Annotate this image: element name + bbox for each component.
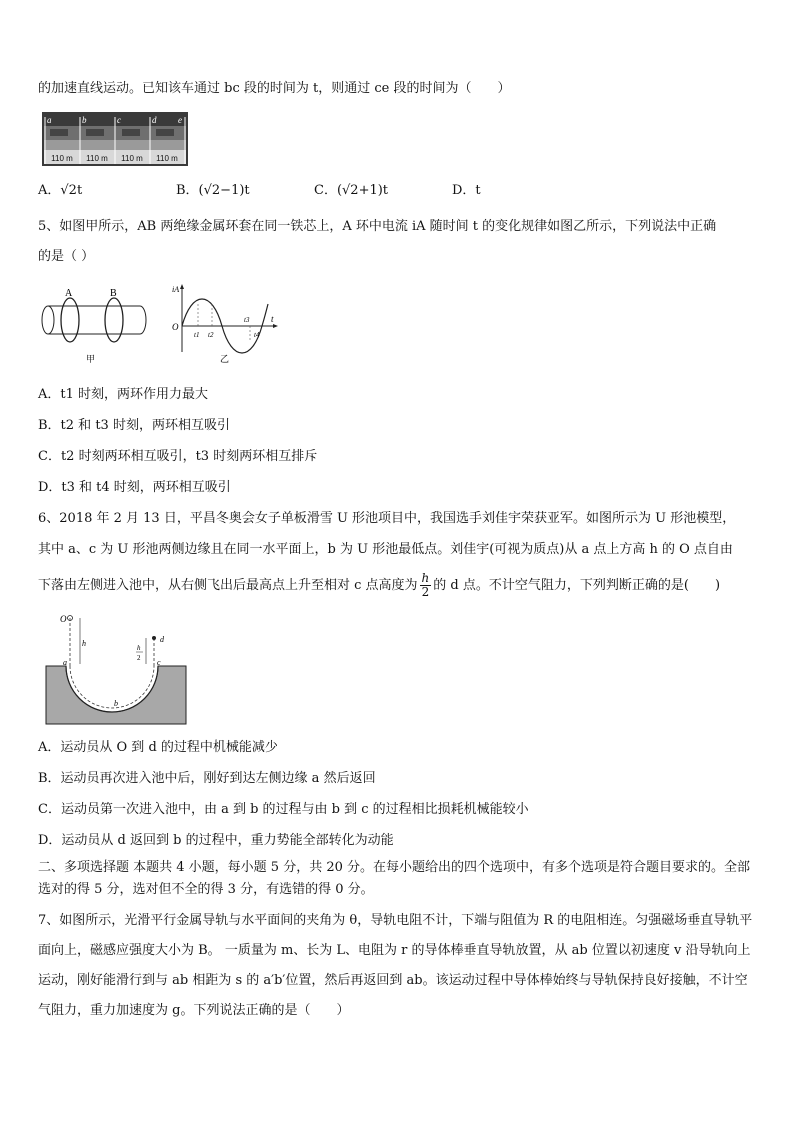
q6-line-3 bbox=[38, 572, 760, 599]
q5-yi-xlabel: t bbox=[271, 314, 274, 324]
q5-ring-b-label: B bbox=[110, 288, 117, 299]
q6-fig-half-num: h bbox=[137, 644, 141, 652]
q5-jia-caption: 甲 bbox=[86, 355, 96, 365]
q5-yi-ylabel: iA bbox=[172, 285, 180, 294]
q6-fig-b: b bbox=[114, 699, 118, 708]
q5-option-c: C．t2 时刻两环相互吸引，t3 时刻两环相互排斥 bbox=[38, 449, 318, 464]
q5-figure-yi bbox=[168, 282, 280, 368]
q6-fig-half-den: 2 bbox=[137, 654, 141, 662]
q4-letter-d: d bbox=[152, 115, 157, 125]
q6-option-a: A．运动员从 O 到 d 的过程中机械能减少 bbox=[38, 740, 278, 755]
q5-option-b: B．t2 和 t3 时刻，两环相互吸引 bbox=[38, 418, 230, 433]
q4-letter-b: b bbox=[82, 115, 87, 125]
q6-line-3-pre: 下落由左侧进入池中，从右侧飞出后最高点上升至相对 c 点高度为 bbox=[38, 578, 418, 593]
q4-seg-label-1: 110 m bbox=[51, 154, 73, 163]
q4-tail-text: 的加速直线运动。已知该车通过 bc 段的时间为 t，则通过 ce 段的时间为（ ） bbox=[38, 81, 511, 96]
q6-u-pool-figure bbox=[44, 608, 188, 726]
q6-line-3-post: 的 d 点。不计空气阻力，下列判断正确的是( ) bbox=[433, 578, 721, 593]
q6-option-d: D．运动员从 d 返回到 b 的过程中，重力势能全部转化为动能 bbox=[38, 833, 394, 848]
q5-yi-tick-t2: t2 bbox=[208, 331, 214, 339]
q6-fig-O: O bbox=[60, 614, 67, 624]
q5-yi-origin: O bbox=[172, 322, 179, 332]
q4-option-a: A．√2t bbox=[38, 183, 83, 198]
q4-option-b: B．(√2−1)t bbox=[176, 183, 250, 198]
q5-yi-tick-t4: t4 bbox=[254, 331, 260, 339]
q6-fraction bbox=[420, 572, 432, 599]
q5-ring-a-label: A bbox=[65, 288, 73, 299]
q4-letter-a: a bbox=[47, 115, 52, 125]
q4-option-c: C．(√2+1)t bbox=[314, 183, 389, 198]
q6-fig-a: a bbox=[63, 658, 67, 667]
q4-train-figure bbox=[42, 112, 188, 166]
q6-option-c: C．运动员第一次进入池中，由 a 到 b 的过程与由 b 到 c 的过程相比损耗机械能较小 bbox=[38, 802, 529, 817]
q6-line-2: 其中 a、c 为 U 形池两侧边缘且在同一水平面上，b 为 U 形池最低点。刘佳宇(可视为质点)从 a 点上方高 h 的 O 点自由 bbox=[38, 542, 733, 557]
q5-yi-tick-t3: t3 bbox=[244, 316, 250, 324]
q5-option-d: D．t3 和 t4 时刻，两环相互吸引 bbox=[38, 480, 231, 495]
q6-fig-d: d bbox=[160, 635, 164, 644]
q5-figure-jia bbox=[40, 284, 150, 366]
q5-option-a: A．t1 时刻，两环作用力最大 bbox=[38, 387, 209, 402]
q6-fig-h: h bbox=[82, 639, 86, 648]
q7-text: 7、如图所示，光滑平行金属导轨与水平面间的夹角为 θ，导轨电阻不计，下端与阻值为 R 的电阻相连。匀强磁场垂直导轨平面向上，磁感应强度大小为 B。 一质量为 m、长为 L、电阻为 r 的导体棒垂直导轨放置，从 ab 位置以初速度 v 沿导轨向上运动，刚好能滑行到与 ab 相距为 s 的 a′b′位置，然后再返回到 ab。该运动过程中导体棒始终与导轨保持良好接触，不计空气阻力，重力加速度为 g。下列说法正确的是（ ） bbox=[38, 913, 753, 1018]
q5-yi-tick-t1: t1 bbox=[194, 331, 200, 339]
q4-letter-e: e bbox=[178, 115, 182, 125]
q6-fig-c: c bbox=[157, 658, 161, 667]
q6-option-b: B．运动员再次进入池中后，刚好到达左侧边缘 a 然后返回 bbox=[38, 771, 376, 786]
q4-letter-c: c bbox=[117, 115, 121, 125]
q4-option-d: D．t bbox=[452, 183, 481, 198]
q6-frac-num: h bbox=[421, 571, 430, 585]
q4-seg-label-3: 110 m bbox=[121, 154, 143, 163]
q4-seg-label-4: 110 m bbox=[156, 154, 178, 163]
section-2-instructions: 二、多项选择题 本题共 4 小题，每小题 5 分，共 20 分。在每小题给出的四个选项中，有多个选项是符合题目要求的。全部选对的得 5 分，选对但不全的得 3 分，有选错的得 0 分。 bbox=[38, 860, 751, 897]
q5-yi-caption: 乙 bbox=[220, 355, 230, 365]
q6-line-1: 6、2018 年 2 月 13 日，平昌冬奥会女子单板滑雪 U 形池项目中，我国选手刘佳宇荣获亚军。如图所示为 U 形池模型， bbox=[38, 511, 736, 526]
q6-frac-den: 2 bbox=[421, 585, 430, 599]
q5-line-1: 5、如图甲所示，AB 两绝缘金属环套在同一铁芯上，A 环中电流 iA 随时间 t 的变化规律如图乙所示，下列说法中正确 bbox=[38, 219, 717, 234]
q4-seg-label-2: 110 m bbox=[86, 154, 108, 163]
q5-line-2: 的是（ ） bbox=[38, 249, 95, 264]
